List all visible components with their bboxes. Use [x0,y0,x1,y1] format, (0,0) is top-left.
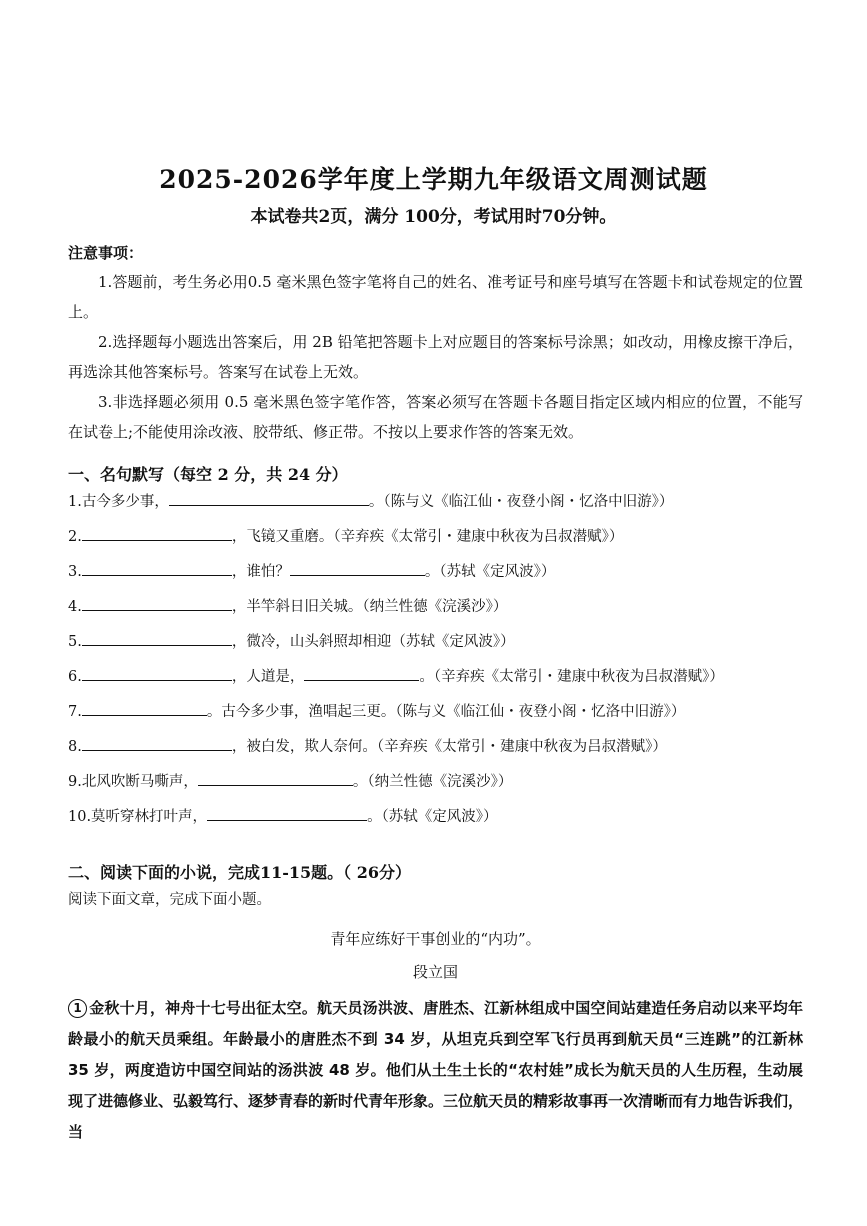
notice-heading: 注意事项： [68,244,144,262]
question-prefix: 4. [68,599,82,615]
question-6 [68,660,828,695]
section2-heading: 二、阅读下面的小说，完成11-15题。（ 26分） [68,863,412,882]
question-suffix: 。（陈与义《临江仙・夜登小阁・忆洛中旧游》） [368,494,674,510]
notice-item: 3.非选择题必须用 0.5 毫米黑色签字笔作答，答案必须写在答题卡各题目指定区域内相应的位置，不能写在试卷上;不能使用涂改液、胶带纸、修正带。不按以上要求作答的答案无效。 [68,393,803,441]
question-suffix: 。古今多少事，渔唱起三更。（陈与义《临江仙・夜登小阁・忆洛中旧游》） [206,704,686,720]
question-prefix: 8. [68,739,82,755]
notice-item: 1.答题前，考生务必用0.5 毫米黑色签字笔将自己的姓名、准考证号和座号填写在答题卡和试卷规定的位置上。 [68,273,803,321]
article-paragraph [68,993,803,1148]
question-suffix: 。（纳兰性德《浣溪沙》） [352,774,513,790]
paragraph-number: 1 [68,999,87,1018]
section-recitation [68,462,828,835]
question-1 [68,485,828,520]
question-3 [68,555,828,590]
section1-heading: 一、名句默写（每空 2 分，共 24 分） [68,465,348,484]
question-7 [68,695,828,730]
question-suffix: ，飞镜又重磨。（辛弃疾《太常引・建康中秋夜为吕叔潜赋》） [231,529,624,545]
answer-blank[interactable] [290,561,425,576]
question-prefix: 2. [68,529,82,545]
question-2 [68,520,828,555]
reading-instruction: 阅读下面文章，完成下面小题。 [68,892,271,908]
question-suffix: 。（辛弃疾《太常引・建康中秋夜为吕叔潜赋》） [419,669,724,685]
notice-section [68,242,803,447]
question-suffix: 。（苏轼《定风波》） [424,564,556,580]
question-prefix: 9.北风吹断马嘶声， [68,774,198,790]
article-author: 段立国 [412,963,458,981]
answer-blank[interactable] [82,701,207,716]
paragraph-text: 金秋十月，神舟十七号出征太空。航天员汤洪波、唐胜杰、江新林组成中国空间站建造任务启动以来平均年龄最小的航天员乘组。年龄最小的唐胜杰不到 34 岁，从坦克兵到空军飞行员再到航天员“三连跳”的江新林 35 岁，两度造访中国空间站的汤洪波 48 岁。他们从土生土长的“农村娃”成长为航天员的人生历程，生动展现了进德修业、弘毅笃行、逐梦青春的新时代青年形象。三位航天员的精彩故事再一次清晰而有力地告诉我们，当 [68,999,804,1141]
answer-blank[interactable] [82,631,232,646]
question-prefix: 1.古今多少事， [68,494,169,510]
question-suffix: 。（苏轼《定风波》） [367,809,498,825]
question-5 [68,625,828,660]
question-4 [68,590,828,625]
question-8 [68,730,828,765]
answer-blank[interactable] [82,526,232,541]
question-9 [68,765,828,800]
notice-item: 2.选择题每小题选出答案后，用 2B 铅笔把答题卡上对应题目的答案标号涂黑；如改动，用橡皮擦干净后，再选涂其他答案标号。答案写在试卷上无效。 [68,333,803,381]
question-prefix: 5. [68,634,82,650]
question-prefix: 7. [68,704,82,720]
answer-blank[interactable] [198,771,353,786]
question-suffix: ，被白发，欺人奈何。（辛弃疾《太常引・建康中秋夜为吕叔潜赋》） [231,739,667,755]
question-suffix: ，微冷，山头斜照却相迎（苏轼《定风波》） [231,634,515,650]
answer-blank[interactable] [304,666,419,681]
answer-blank[interactable] [82,596,232,611]
answer-blank[interactable] [207,806,367,821]
answer-blank[interactable] [82,561,232,576]
question-10 [68,800,828,835]
answer-blank[interactable] [82,736,232,751]
section-reading [68,860,803,1148]
answer-blank[interactable] [82,666,232,681]
answer-blank[interactable] [169,491,369,506]
question-middle: ，谁怕？ [231,564,290,580]
exam-subtitle: 本试卷共2页，满分 100分，考试用时70分钟。 [250,207,617,227]
question-suffix: ，半竿斜日旧关城。（纳兰性德《浣溪沙》） [231,599,508,615]
question-middle: ，人道是， [231,669,305,685]
question-prefix: 6. [68,669,82,685]
exam-title: 2025-2026学年度上学期九年级语文周测试题 [159,165,708,194]
question-prefix: 10.莫听穿林打叶声， [68,809,208,825]
question-prefix: 3. [68,564,82,580]
article-title: 青年应练好干事创业的“内功”。 [330,930,541,948]
